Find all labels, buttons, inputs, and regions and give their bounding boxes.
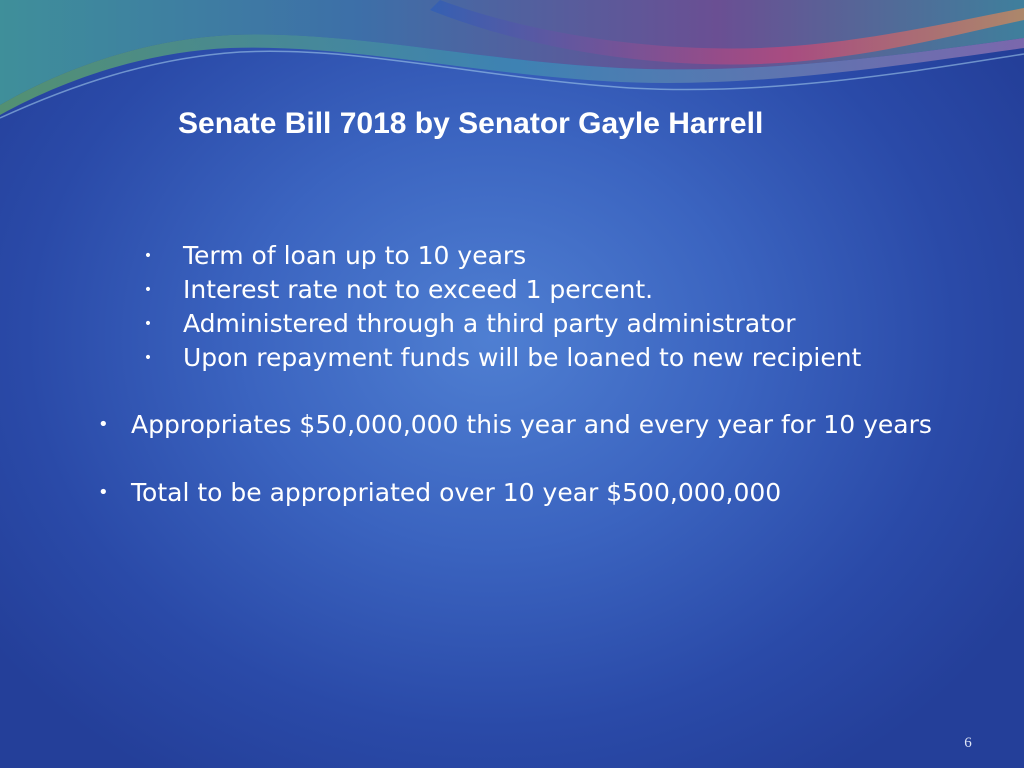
main-bullet-text: Appropriates $50,000,000 this year and every year for 10 years	[131, 410, 932, 439]
main-bullet-total	[98, 476, 781, 510]
bullet-icon: •	[143, 316, 153, 332]
list-item-text: Upon repayment funds will be loaned to new recipient	[183, 343, 862, 372]
bullet-icon: •	[98, 482, 109, 503]
page-number: 6	[964, 735, 972, 751]
list-item-text: Administered through a third party administrator	[183, 309, 796, 338]
slide-title: Senate Bill 7018 by Senator Gayle Harrell	[178, 107, 764, 140]
bullet-icon: •	[143, 282, 153, 298]
sub-bullet-list	[142, 239, 861, 375]
list-item	[142, 307, 861, 341]
bullet-icon: •	[143, 350, 153, 366]
list-item-text: Term of loan up to 10 years	[183, 241, 527, 270]
list-item	[142, 239, 861, 273]
bullet-icon: •	[143, 248, 153, 264]
main-bullet-text: Total to be appropriated over 10 year $500,000,000	[131, 478, 782, 507]
list-item	[142, 273, 861, 307]
bullet-icon: •	[98, 414, 109, 435]
main-bullet-appropriations	[98, 408, 932, 442]
list-item	[142, 341, 861, 375]
list-item-text: Interest rate not to exceed 1 percent.	[183, 275, 654, 304]
